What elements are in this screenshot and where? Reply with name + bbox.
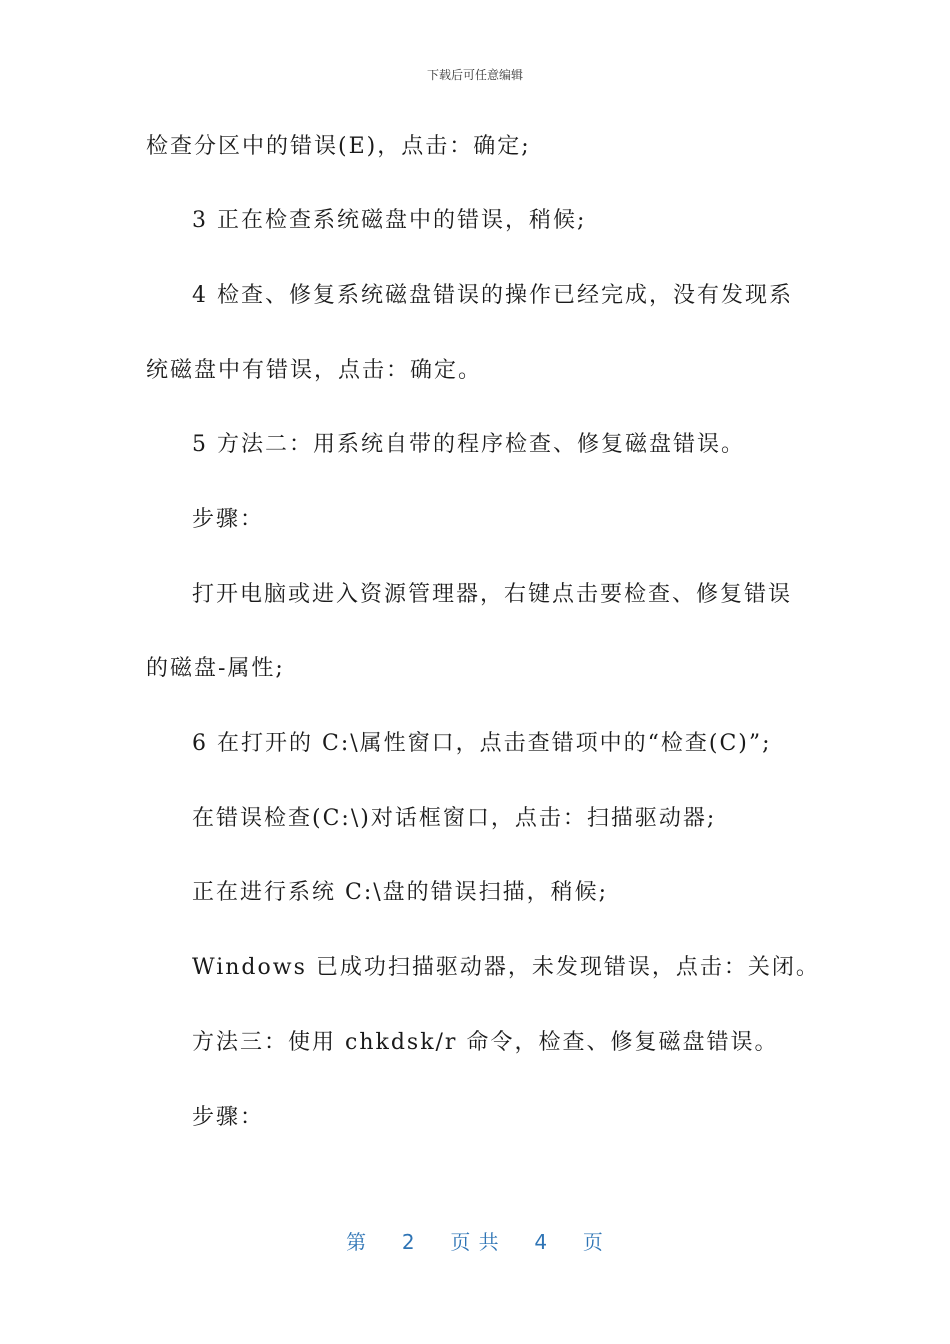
paragraph-line: 步骤： xyxy=(192,1105,265,1130)
footer-current-page: 2 xyxy=(401,1230,416,1254)
paragraph-line: Windows 已成功扫描驱动器，未发现错误，点击：关闭。 xyxy=(192,955,820,980)
footer-total-pages: 4 xyxy=(534,1230,549,1254)
paragraph-line: 正在进行系统 C:\盘的错误扫描，稍候; xyxy=(192,880,609,905)
paragraph-line: 在错误检查(C:\)对话框窗口，点击：扫描驱动器; xyxy=(192,806,717,831)
paragraph-line: 打开电脑或进入资源管理器，右键点击要检查、修复错误 xyxy=(192,582,793,607)
paragraph-line: 方法三：使用 chkdsk/r 命令，检查、修复磁盘错误。 xyxy=(192,1030,779,1055)
page-footer xyxy=(0,1226,950,1255)
paragraph-line: 6 在打开的 C:\属性窗口，点击查错项中的“检查(C)”; xyxy=(192,731,772,756)
paragraph-line: 5 方法二：用系统自带的程序检查、修复磁盘错误。 xyxy=(192,432,745,457)
paragraph-line: 3 正在检查系统磁盘中的错误，稍候; xyxy=(192,208,587,233)
paragraph-line: 检查分区中的错误(E)，点击：确定; xyxy=(146,134,531,159)
paragraph-line: 步骤： xyxy=(192,507,265,532)
footer-suffix: 页 xyxy=(582,1230,604,1254)
paragraph-line: 4 检查、修复系统磁盘错误的操作已经完成，没有发现系 xyxy=(192,283,793,308)
footer-middle: 页 共 xyxy=(450,1230,500,1254)
page-header: 下载后可任意编辑 xyxy=(426,68,523,82)
footer-prefix: 第 xyxy=(346,1230,368,1254)
paragraph-line: 统磁盘中有错误，点击：确定。 xyxy=(146,358,483,383)
paragraph-line: 的磁盘-属性; xyxy=(146,656,285,681)
